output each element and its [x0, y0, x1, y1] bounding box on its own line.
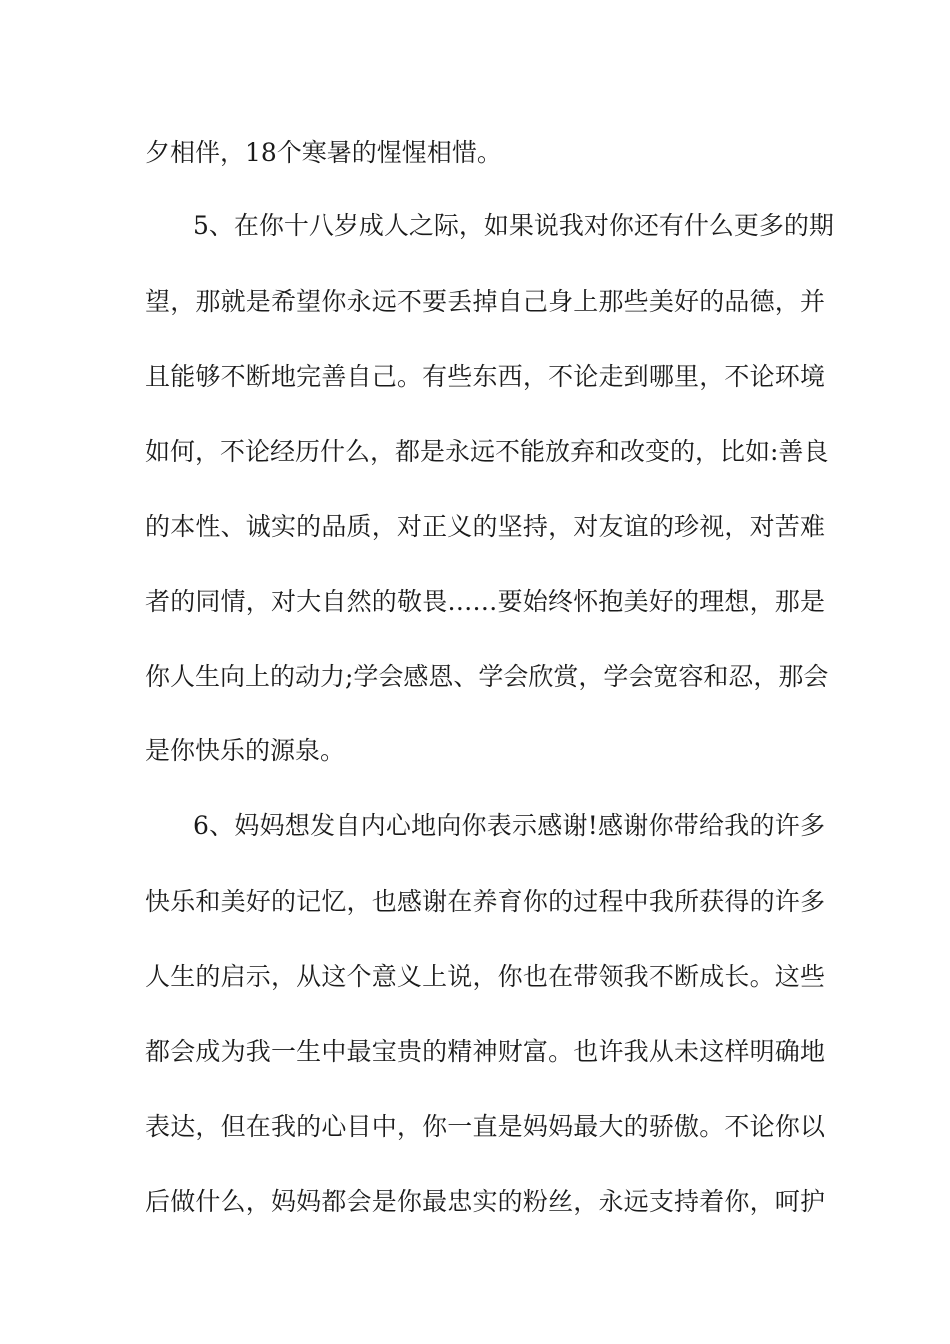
paragraph-line: 者的同情，对大自然的敬畏……要始终怀抱美好的理想，那是 — [145, 587, 825, 616]
paragraph-line: 你人生向上的动力;学会感恩、学会欣赏，学会宽容和忍，那会 — [145, 662, 829, 691]
paragraph-line: 5、在你十八岁成人之际，如果说我对你还有什么更多的期 — [193, 211, 834, 240]
paragraph-line: 表达，但在我的心目中，你一直是妈妈最大的骄傲。不论你以 — [145, 1112, 825, 1141]
paragraph-line: 后做什么，妈妈都会是你最忠实的粉丝，永远支持着你，呵护 — [145, 1187, 825, 1216]
paragraph-line: 如何，不论经历什么，都是永远不能放弃和改变的，比如:善良 — [145, 437, 829, 466]
paragraph-line: 夕相伴，18个寒暑的惺惺相惜。 — [145, 138, 502, 167]
paragraph-line: 人生的启示，从这个意义上说，你也在带领我不断成长。这些 — [145, 962, 825, 991]
paragraph-line: 都会成为我一生中最宝贵的精神财富。也许我从未这样明确地 — [145, 1037, 825, 1066]
paragraph-line: 6、妈妈想发自内心地向你表示感谢!感谢你带给我的许多 — [193, 811, 825, 840]
paragraph-line: 是你快乐的源泉。 — [145, 736, 346, 765]
paragraph-line: 快乐和美好的记忆，也感谢在养育你的过程中我所获得的许多 — [145, 887, 825, 916]
paragraph-line: 的本性、诚实的品质，对正义的坚持，对友谊的珍视，对苦难 — [145, 512, 825, 541]
paragraph-line: 且能够不断地完善自己。有些东西，不论走到哪里，不论环境 — [145, 362, 825, 391]
paragraph-line: 望，那就是希望你永远不要丢掉自己身上那些美好的品德，并 — [145, 287, 825, 316]
